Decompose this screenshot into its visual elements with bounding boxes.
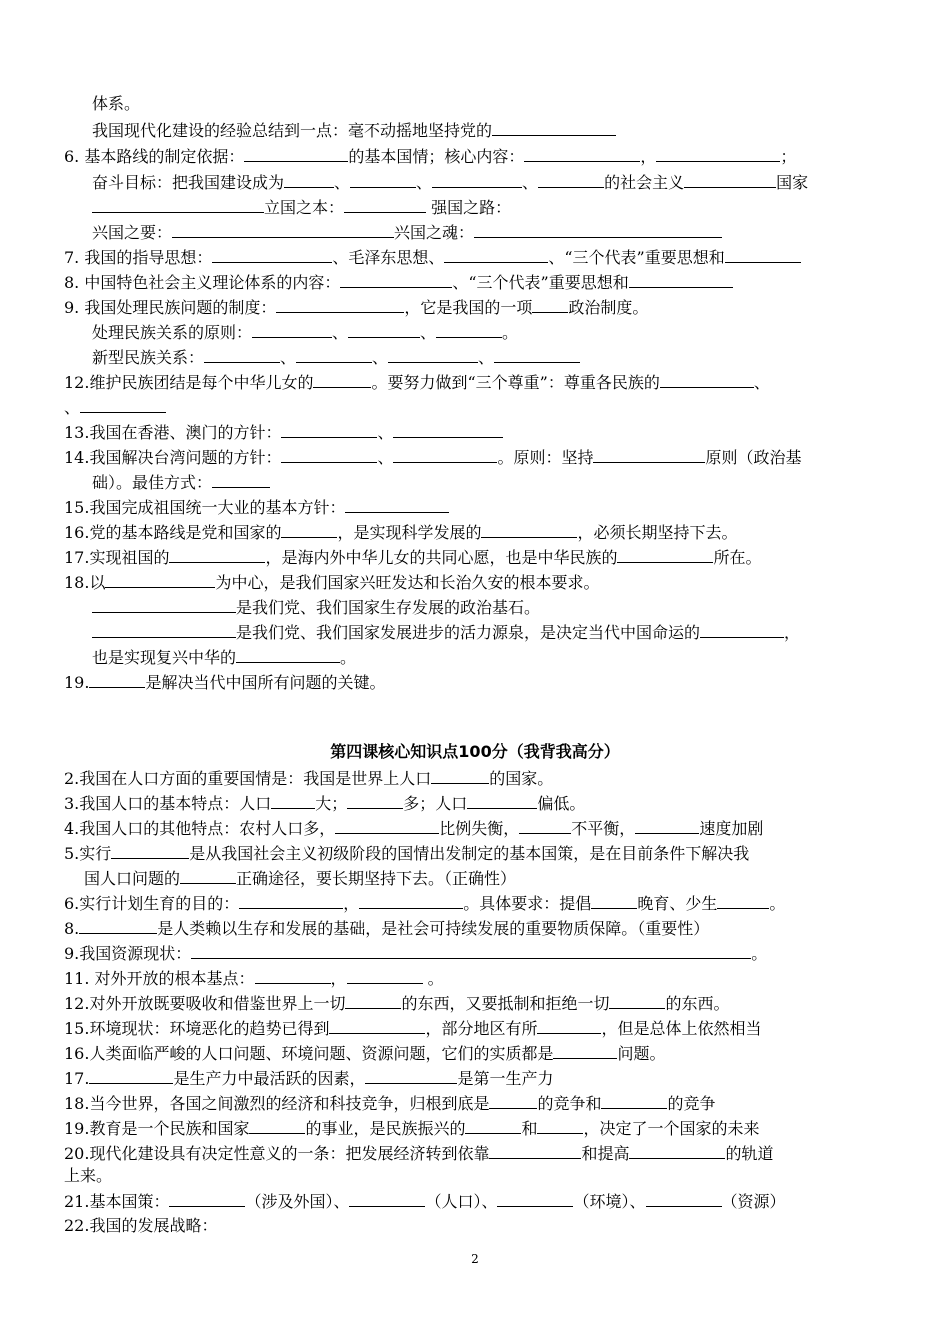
fill-blank[interactable] [276,295,404,313]
fill-blank[interactable] [492,118,616,136]
text-line: 17. 是生产力中最活跃的因素， 是第一生产力 [64,1066,890,1090]
fill-blank[interactable] [524,144,640,162]
text-line: 我国现代化建设的经验总结到一点：毫不动摇地坚持党的 [92,118,890,142]
text-line: 体系。 [92,94,141,113]
text-line: 立国之本： 强国之路： [92,195,890,219]
text-line: 2.我国在人口方面的重要国情是：我国是世界上人口 的国家。 [64,766,890,790]
fill-blank[interactable] [660,370,754,388]
text-line: 6. 基本路线的制定依据： 的基本国情；核心内容： ， ； [64,144,890,168]
fill-blank[interactable] [347,791,403,809]
fill-blank[interactable] [537,1116,583,1134]
fill-blank[interactable] [249,1116,305,1134]
fill-blank[interactable] [284,170,334,188]
fill-blank[interactable] [348,320,420,338]
text-line: 上来。 [64,1166,113,1185]
fill-blank[interactable] [345,991,401,1009]
fill-blank[interactable] [329,1016,425,1034]
text-line: 6.实行计划生育的目的： ， 。具体要求：提倡 晚育、少生 。 [64,891,890,915]
fill-blank[interactable] [111,841,189,859]
text-line: 4.我国人口的其他特点：农村人口多， 比例失衡， 不平衡， 速度加剧 [64,816,890,840]
text-line: 新型民族关系： 、 、 、 [92,345,890,369]
fill-blank[interactable] [725,245,801,263]
fill-blank[interactable] [432,170,522,188]
text-line: 是我们党、我们国家发展进步的活力源泉，是决定当代中国命运的 ， [92,620,890,644]
fill-blank[interactable] [359,891,463,909]
page-number: 2 [471,1252,479,1266]
fill-blank[interactable] [281,520,337,538]
text-line: 9.我国资源现状： 。 [64,941,890,965]
text-line: 8. 是人类赖以生存和发展的基础，是社会可持续发展的重要物质保障。（重要性） [64,916,890,940]
fill-blank[interactable] [347,966,423,984]
fill-blank[interactable] [593,445,705,463]
text-line: 13.我国在香港、澳门的方针： 、 [64,420,890,444]
fill-blank[interactable] [467,791,537,809]
fill-blank[interactable] [349,1189,425,1207]
fill-blank[interactable] [497,1189,573,1207]
text-line: 9. 我国处理民族问题的制度： ，它是我国的一项 政治制度。 [64,295,890,319]
fill-blank[interactable] [700,620,784,638]
fill-blank[interactable] [236,645,340,663]
fill-blank[interactable] [393,420,503,438]
text-line: 16.党的基本路线是党和国家的 ，是实现科学发展的 ，必须长期坚持下去。 [64,520,890,544]
fill-blank[interactable] [281,420,377,438]
fill-blank[interactable] [204,345,280,363]
fill-blank[interactable] [684,170,776,188]
text-line: 22.我国的发展战略： [64,1216,218,1235]
fill-blank[interactable] [345,495,449,513]
fill-blank[interactable] [180,866,236,884]
text-line: 18.以 为中心，是我们国家兴旺发达和长治久安的根本要求。 [64,570,890,594]
fill-blank[interactable] [80,395,166,413]
fill-blank[interactable] [335,816,439,834]
text-line: 也是实现复兴中华的 。 [92,645,890,669]
text-line: 21.基本国策： （涉及外国）、 （人口）、 （环境）、 （资源） [64,1189,890,1213]
fill-blank[interactable] [252,320,332,338]
fill-blank[interactable] [474,220,722,238]
fill-blank[interactable] [431,766,489,784]
fill-blank[interactable] [436,320,502,338]
fill-blank[interactable] [717,891,769,909]
fill-blank[interactable] [444,245,548,263]
fill-blank[interactable] [393,445,497,463]
fill-blank[interactable] [239,891,343,909]
fill-blank[interactable] [537,1016,601,1034]
text-line: 、 [64,395,890,419]
fill-blank[interactable] [340,270,452,288]
text-line: 12.对外开放既要吸收和借鉴世界上一切 的东西，又要抵制和拒绝一切 的东西。 [64,991,890,1015]
fill-blank[interactable] [296,345,372,363]
text-line: 8. 中国特色社会主义理论体系的内容： 、“三个代表”重要思想和 [64,270,890,294]
text-line: 奋斗目标：把我国建设成为 、 、 、 的社会主义 国家 [92,170,890,194]
fill-blank[interactable] [89,670,145,688]
text-line: 15.我国完成祖国统一大业的基本方针： [64,495,890,519]
fill-blank[interactable] [656,144,780,162]
text-line: 18.当今世界，各国之间激烈的经济和科技竞争，归根到底是 的竞争和 的竞争 [64,1091,890,1115]
fill-blank[interactable] [519,816,571,834]
fill-blank[interactable] [79,916,157,934]
fill-blank[interactable] [481,520,577,538]
text-line: 处理民族关系的原则： 、 、 。 [92,320,890,344]
text-line: 是我们党、我们国家生存发展的政治基石。 [92,595,890,619]
fill-blank[interactable] [169,1189,245,1207]
fill-blank[interactable] [172,220,394,238]
fill-blank[interactable] [532,295,568,313]
text-line: 12.维护民族团结是每个中华儿女的 。要努力做到“三个尊重”：尊重各民族的 、 [64,370,890,394]
fill-blank[interactable] [609,991,665,1009]
fill-blank[interactable] [344,195,426,213]
fill-blank[interactable] [365,1066,457,1084]
fill-blank[interactable] [89,1066,173,1084]
text-line: 15.环境现状：环境恶化的趋势已得到 ，部分地区有所 ，但是总体上依然相当 [64,1016,890,1040]
fill-blank[interactable] [212,470,270,488]
text-line: 3.我国人口的基本特点：人口 大； 多；人口 偏低。 [64,791,890,815]
fill-blank[interactable] [635,816,699,834]
fill-blank[interactable] [591,891,637,909]
fill-blank[interactable] [313,370,371,388]
fill-blank[interactable] [350,170,416,188]
text-line: 19. 是解决当代中国所有问题的关键。 [64,670,890,694]
fill-blank[interactable] [212,245,332,263]
fill-blank[interactable] [617,545,713,563]
text-line: 5.实行 是从我国社会主义初级阶段的国情出发制定的基本国策，是在目前条件下解决我 [64,841,890,865]
text-line: 础）。最佳方式： [92,470,890,494]
fill-blank[interactable] [489,1091,537,1109]
fill-blank[interactable] [629,270,733,288]
fill-blank[interactable] [494,345,580,363]
fill-blank[interactable] [601,1091,667,1109]
fill-blank[interactable] [105,570,215,588]
text-line: 兴国之要： 兴国之魂： [92,220,890,244]
fill-blank[interactable] [191,941,751,959]
fill-blank[interactable] [465,1116,521,1134]
fill-blank[interactable] [169,545,265,563]
text-line: 11. 对外开放的根本基点： ， 。 [64,966,890,990]
fill-blank[interactable] [553,1041,617,1059]
fill-blank[interactable] [244,144,348,162]
fill-blank[interactable] [255,966,331,984]
fill-blank[interactable] [92,195,264,213]
text-line: 17.实现祖国的 ，是海内外中华儿女的共同心愿，也是中华民族的 所在。 [64,545,890,569]
text-line: 16.人类面临严峻的人口问题、环境问题、资源问题，它们的实质都是 问题。 [64,1041,890,1065]
fill-blank[interactable] [388,345,478,363]
fill-blank[interactable] [92,620,236,638]
fill-blank[interactable] [629,1141,725,1159]
section-title: 第四课核心知识点100分（我背我高分） [330,742,620,761]
fill-blank[interactable] [538,170,604,188]
text-line: 14.我国解决台湾问题的方针： 、 。原则：坚持 原则（政治基 [64,445,890,469]
fill-blank[interactable] [281,445,377,463]
fill-blank[interactable] [92,595,236,613]
text-line: 国人口问题的 正确途径，要长期坚持下去。（正确性） [84,866,890,890]
text-line: 7. 我国的指导思想： 、毛泽东思想、 、“三个代表”重要思想和 [64,245,890,269]
fill-blank[interactable] [489,1141,581,1159]
fill-blank[interactable] [271,791,315,809]
fill-blank[interactable] [646,1189,722,1207]
text-line: 20.现代化建设具有决定性意义的一条：把发展经济转到依靠 和提高 的轨道 [64,1141,890,1165]
text-line: 19.教育是一个民族和国家 的事业，是民族振兴的 和 ，决定了一个国家的未来 [64,1116,890,1140]
